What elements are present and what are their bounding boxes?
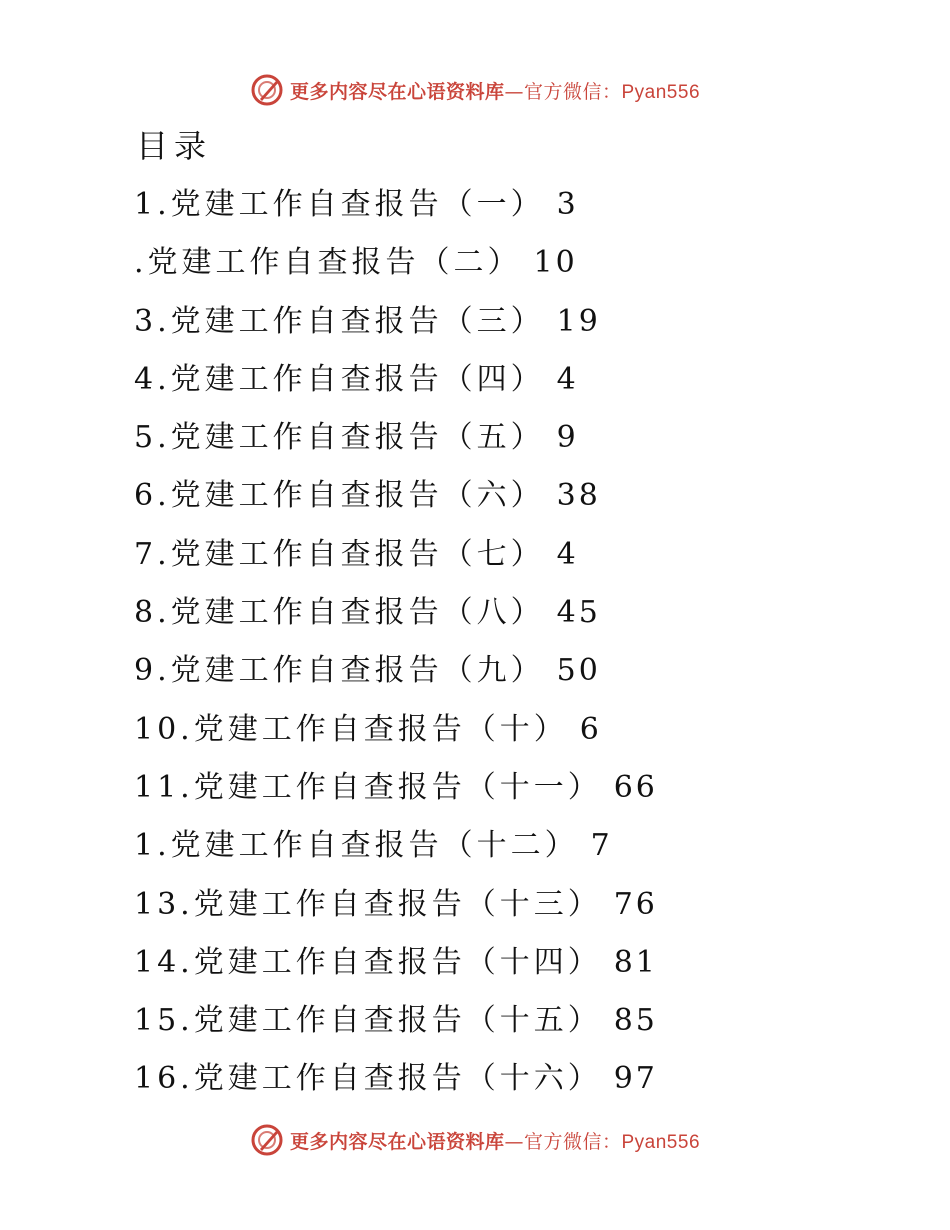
toc-item[interactable] [134,822,658,880]
toc-item[interactable] [134,881,658,939]
header-banner [0,70,950,110]
toc-item-page: 97 [613,1061,658,1097]
toc-item-label: 8.党建工作自查报告（八） [134,595,545,631]
toc-item-page: 4 [556,361,579,397]
toc-item-label: 9.党建工作自查报告（九） [134,653,545,689]
toc-item-label: 4.党建工作自查报告（四） [134,361,545,397]
toc-item[interactable] [134,706,658,764]
toc-item-page: 45 [556,595,601,631]
toc-item-page: 81 [613,944,658,980]
toc-item-page: 4 [556,536,579,572]
toc-item-page: 38 [556,478,601,514]
toc-item-page: 10 [533,245,578,281]
banner-text [290,77,700,104]
toc-item-label: .党建工作自查报告（二） [134,245,522,281]
toc-item-page: 6 [579,711,602,747]
pen-circle-icon [250,73,284,107]
toc-item-label: 10.党建工作自查报告（十） [134,711,568,747]
toc-item[interactable] [134,589,658,647]
toc-item[interactable] [134,472,658,530]
toc-item[interactable] [134,239,658,297]
toc-item[interactable] [134,181,658,239]
pen-circle-icon [250,1123,284,1157]
banner-site-name: 更多内容尽在心语资料库 [289,80,505,103]
banner-wechat-id: Pyan556 [621,81,701,103]
toc-item[interactable] [134,298,658,356]
toc-item-page: 66 [613,769,658,805]
banner-text [290,1127,700,1154]
toc-item-label: 6.党建工作自查报告（六） [134,478,545,514]
toc-item-label: 1.党建工作自查报告（一） [134,187,545,222]
toc-item-label: 1.党建工作自查报告（十二） [134,828,579,864]
toc-item-label: 16.党建工作自查报告（十六） [134,1061,602,1097]
toc-item-page: 7 [590,828,613,864]
toc-item-page: 9 [556,420,579,456]
toc-title: 目录 [136,127,213,165]
toc-item-label: 7.党建工作自查报告（七） [134,536,545,572]
banner-official-label: 官方微信： [523,1130,622,1153]
toc-item-page: 50 [556,653,601,689]
toc-item[interactable] [134,997,658,1055]
toc-list [134,181,658,1114]
footer-banner [0,1120,950,1160]
toc-item[interactable] [134,1055,658,1113]
toc-item-page: 19 [556,303,601,339]
toc-item[interactable] [134,939,658,997]
toc-item[interactable] [134,414,658,472]
toc-item-page: 3 [556,187,579,222]
banner-separator: — [504,80,524,103]
toc-item-label: 3.党建工作自查报告（三） [134,303,545,339]
toc-item-label: 15.党建工作自查报告（十五） [134,1003,602,1039]
toc-item-label: 11.党建工作自查报告（十一） [134,769,602,805]
toc-item[interactable] [134,764,658,822]
toc-item-page: 85 [613,1003,658,1039]
toc-item-label: 13.党建工作自查报告（十三） [134,886,602,922]
banner-official-label: 官方微信： [523,80,622,103]
banner-separator: — [504,1130,524,1153]
toc-item-label: 14.党建工作自查报告（十四） [134,944,602,980]
toc-item-page: 76 [613,886,658,922]
toc-item[interactable] [134,531,658,589]
banner-wechat-id: Pyan556 [621,1131,701,1153]
toc-item-label: 5.党建工作自查报告（五） [134,420,545,456]
banner-site-name: 更多内容尽在心语资料库 [289,1130,505,1153]
toc-item[interactable] [134,647,658,705]
toc-item[interactable] [134,356,658,414]
